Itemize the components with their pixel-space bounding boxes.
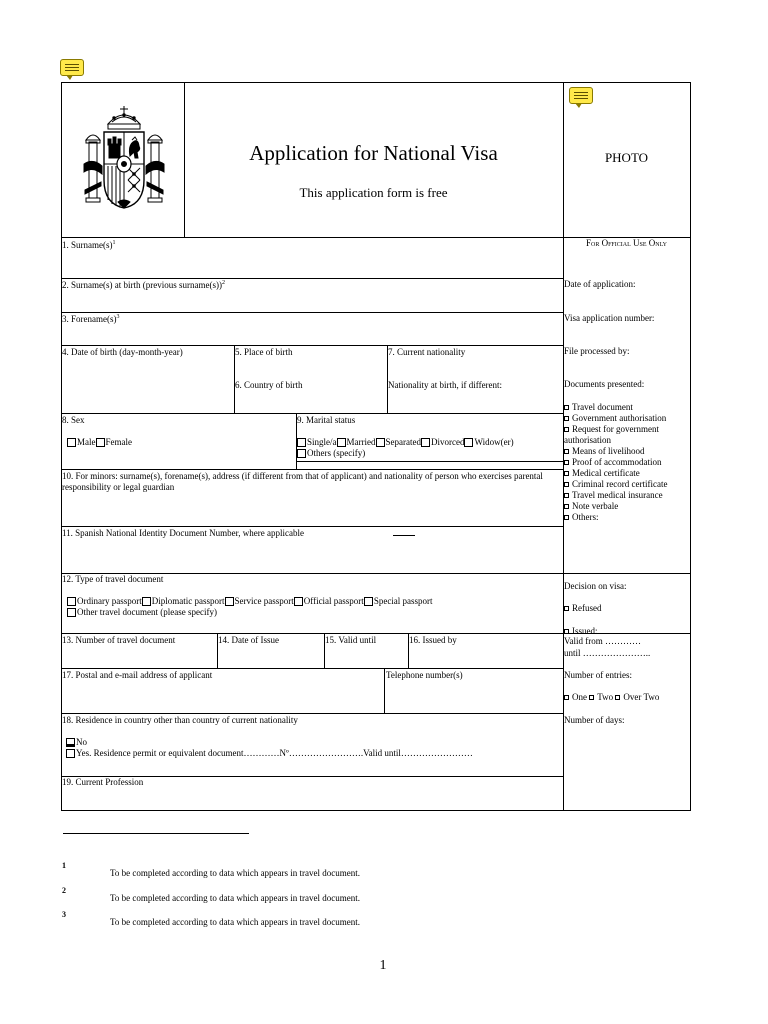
official-passport-checkbox[interactable] [294,597,303,606]
valid-until-official-label: until ………………….. [564,648,651,658]
current-nationality-label: 7. Current nationality [388,347,466,357]
doc-checkbox[interactable] [564,515,569,520]
doc-item-label: Note verbale [572,501,619,511]
residence-yes-checkbox[interactable] [66,749,75,758]
current-profession-field[interactable] [62,789,562,809]
spanish-id-underline [393,535,415,536]
footnote-number: 2 [62,886,66,895]
surname-field[interactable] [62,250,562,277]
diplomatic-passport-label: Diplomatic passport [151,596,225,606]
forename-field[interactable] [62,324,562,344]
one-entry-checkbox[interactable] [564,695,569,700]
marital-status-label: 9. Marital status [297,415,356,425]
single-option-label: Single/a [307,437,337,447]
official-use-heading: For Official Use Only [586,238,667,248]
doc-checkbox[interactable] [564,427,569,432]
nationality-at-birth-label: Nationality at birth, if different: [388,380,503,390]
date-of-birth-label: 4. Date of birth (day-month-year) [62,347,183,357]
issued-label: Issued: [572,626,598,636]
current-profession-label: 19. Current Profession [62,777,144,787]
over-two-entries-label: Over Two [623,692,660,702]
doc-checkbox[interactable] [564,405,569,410]
doc-item-label: Travel medical insurance [572,490,663,500]
official-passport-label: Official passport [303,596,364,606]
entries-options [564,692,659,703]
footnote-number: 1 [62,861,66,870]
country-of-birth-label: 6. Country of birth [235,380,303,390]
travel-document-options [67,596,433,607]
doc-checkbox[interactable] [564,504,569,509]
date-of-application-label: Date of application: [564,279,636,289]
separated-option-label: Separated [385,437,421,447]
widow-option-label: Widow(er) [474,437,514,447]
doc-item-label: Proof of accommodation [572,457,662,467]
refused-label: Refused [572,603,602,613]
refused-row [564,603,602,614]
decision-on-visa-label: Decision on visa: [564,581,627,591]
number-of-entries-label: Number of entries: [564,670,632,680]
documents-presented-label: Documents presented: [564,379,645,389]
footnote-text: To be completed according to data which appears in travel document. [110,917,361,927]
valid-until-label: 15. Valid until [325,635,377,645]
female-option-label: Female [105,437,132,447]
divorced-option-label: Divorced [430,437,465,447]
one-entry-label: One [572,692,587,702]
residence-yes-label: Yes. Residence permit or equivalent document…………Nº…………………….Valid until…………………… [76,748,473,758]
others-option-label: Others (specify) [307,448,366,458]
service-passport-label: Service passport [234,596,294,606]
date-of-issue-label: 14. Date of Issue [218,635,279,645]
residence-label: 18. Residence in country other than country of current nationality [62,715,298,725]
marital-status-options [297,437,514,448]
married-checkbox[interactable] [337,438,346,447]
doc-checkbox[interactable] [564,449,569,454]
doc-item-label-continued: authorisation [564,435,611,445]
other-travel-document-row [67,607,217,618]
other-travel-document-label: Other travel document (please specify) [77,607,217,617]
divorced-checkbox[interactable] [421,438,430,447]
married-option-label: Married [346,437,376,447]
minors-guardian-label: 10. For minors: surname(s), forename(s), address (if different from that of applicant) and nationality of person who exercises parental responsibility or legal guardian [62,471,543,492]
surname-at-birth-label: 2. Surname(s) at birth (previous surname(s))$^2$ [62,280,225,290]
doc-item-label: Travel document [572,402,633,412]
form-subtitle: This application form is free [299,185,448,200]
footnote-text: To be completed according to data which appears in travel document. [110,868,361,878]
marital-other-row [297,448,365,459]
doc-checkbox[interactable] [564,471,569,476]
issued-by-label: 16. Issued by [409,635,457,645]
separated-checkbox[interactable] [376,438,385,447]
two-entries-label: Two [597,692,614,702]
ordinary-passport-label: Ordinary passport [77,596,142,606]
form-title: Application for National Visa [249,141,498,165]
issued-checkbox[interactable] [564,629,569,634]
spanish-id-label: 11. Spanish National Identity Document Number, where applicable [62,528,304,538]
page-number: 1 [379,958,387,973]
photo-box-label: PHOTO [604,150,649,165]
visa-application-number-label: Visa application number: [564,313,655,323]
footnote-number: 3 [62,910,66,919]
surname-label: 1. $Surname(s)^1$ [62,240,116,250]
valid-from-label: Valid from ………… [564,636,641,646]
comment-icon[interactable] [60,59,84,76]
documents-list [564,402,667,523]
residence-no-label: No [76,737,87,747]
doc-checkbox[interactable] [564,460,569,465]
doc-item-label: Request for government [572,424,659,434]
surname-at-birth-field[interactable] [62,290,562,311]
postal-email-label: 17. Postal and e-mail address of applicant [62,670,213,680]
comment-icon[interactable] [569,87,593,104]
sex-label: 8. Sex [62,415,85,425]
residence-no-row [66,737,87,748]
doc-item-label: Criminal record certificate [572,479,668,489]
date-of-birth-field[interactable] [62,360,233,412]
other-travel-document-checkbox[interactable] [67,608,76,617]
residence-yes-row [66,748,473,759]
doc-checkbox[interactable] [564,482,569,487]
male-option-label: Male [77,437,96,447]
doc-item-label: Medical certificate [572,468,640,478]
over-two-entries-checkbox[interactable] [615,695,620,700]
special-passport-checkbox[interactable] [364,597,373,606]
female-checkbox[interactable] [96,438,105,447]
coat-of-arms-logo [82,104,166,212]
telephone-label: Telephone number(s) [386,670,463,680]
doc-item-label: Others: [572,512,599,522]
doc-checkbox[interactable] [564,493,569,498]
service-passport-checkbox[interactable] [225,597,234,606]
travel-document-type-label: 12. Type of travel document [62,574,164,584]
single-checkbox[interactable] [297,438,306,447]
number-of-days-label: Number of days: [564,715,625,725]
diplomatic-passport-checkbox[interactable] [142,597,151,606]
footnote-separator [63,833,249,834]
travel-document-number-label: 13. Number of travel document [62,635,176,645]
doc-item-label: Means of livelihood [572,446,645,456]
place-of-birth-label: 5. Place of birth [235,347,293,357]
two-entries-checkbox[interactable] [589,695,594,700]
spanish-id-field[interactable] [62,541,562,572]
doc-checkbox[interactable] [564,416,569,421]
forename-label: 3. $Forename(s)^3$ [62,314,120,324]
ordinary-passport-checkbox[interactable] [67,597,76,606]
residence-no-checkbox[interactable] [66,738,75,747]
refused-checkbox[interactable] [564,606,569,611]
widow-checkbox[interactable] [464,438,473,447]
male-checkbox[interactable] [67,438,76,447]
file-processed-label: File processed by: [564,346,630,356]
others-checkbox[interactable] [297,449,306,458]
footnote-text: To be completed according to data which appears in travel document. [110,893,361,903]
special-passport-label: Special passport [373,596,433,606]
sex-options [67,437,132,448]
doc-item-label: Government authorisation [572,413,667,423]
